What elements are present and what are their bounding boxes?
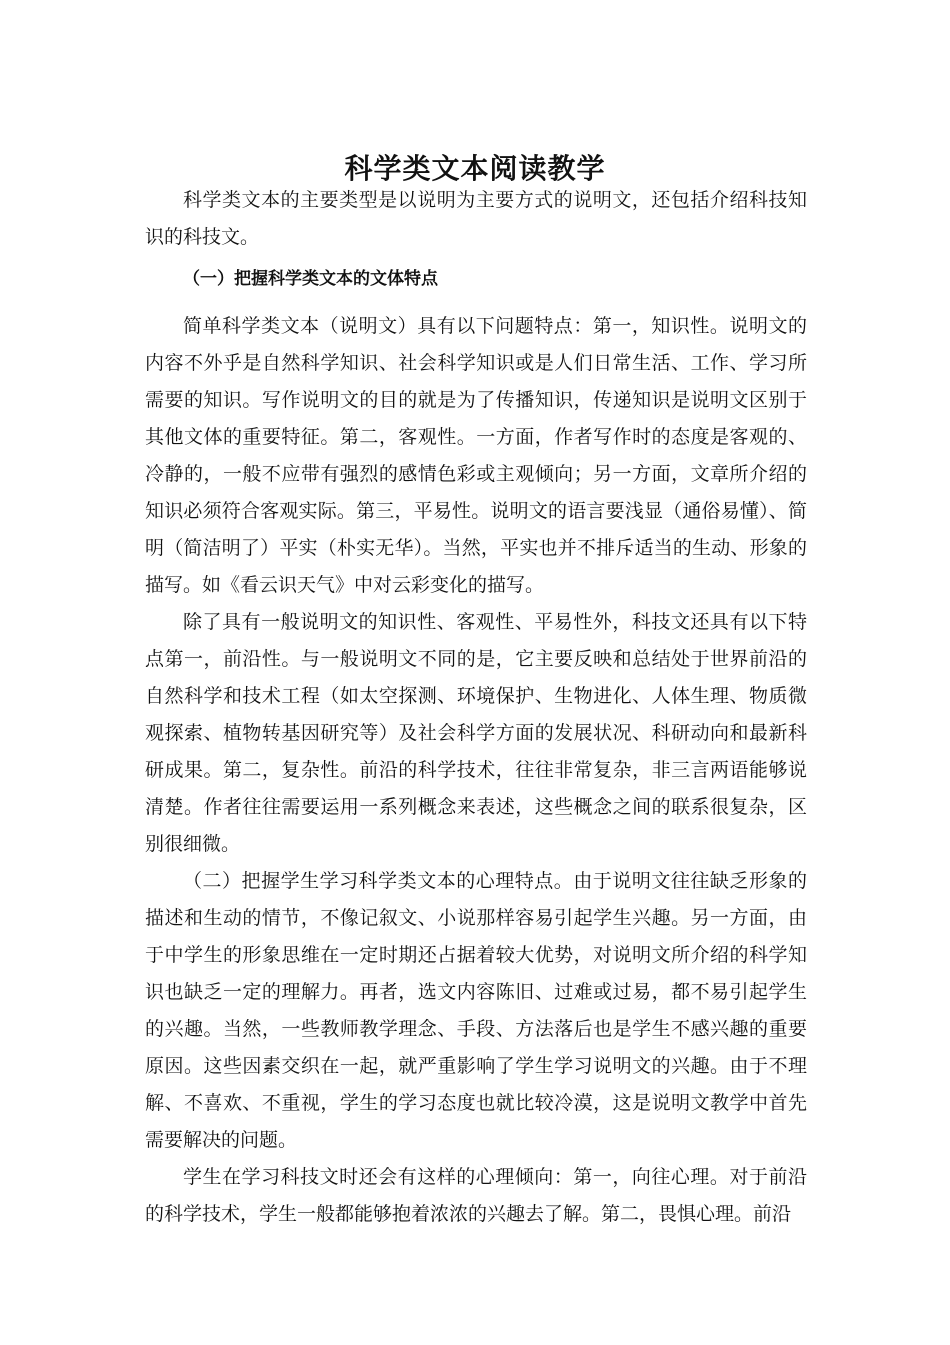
- paragraph-student-tendency: 学生在学习科技文时还会有这样的心理倾向：第一，向往心理。对于前沿的科学技术，学生一般都能够抱着浓浓的兴趣去了解。第二，畏惧心理。前沿: [145, 1166, 807, 1225]
- document-body: [145, 182, 807, 1233]
- section-heading: （一）把握科学类文本的文体特点: [183, 269, 438, 289]
- paragraph-student-psychology: （二）把握学生学习科学类文本的心理特点。由于说明文往往缺乏形象的描述和生动的情节，不像记叙文、小说那样容易引起学生兴趣。另一方面，由于中学生的形象思维在一定时期还占据着较大优势，对说明文所介绍的科学知识也缺乏一定的理解力。再者，选文内容陈旧、过难或过易，都不易引起学生的兴趣。当然，一些教师教学理念、手段、方法落后也是学生不感兴趣的重要原因。这些因素交织在一起，就严重影响了学生学习说明文的兴趣。由于不理解、不喜欢、不重视，学生的学习态度也就比较冷漠，这是说明文教学中首先需要解决的问题。: [145, 870, 807, 1151]
- paragraph-characteristics: 简单科学类文本（说明文）具有以下问题特点：第一，知识性。说明文的内容不外乎是自然科学知识、社会科学知识或是人们日常生活、工作、学习所需要的知识。写作说明文的目的就是为了传播知识，传递知识是说明文区别于其他文体的重要特征。第二，客观性。一方面，作者写作时的态度是客观的、冷静的，一般不应带有强烈的感情色彩或主观倾向；另一方面，文章所介绍的知识必须符合客观实际。第三，平易性。说明文的语言要浅显（通俗易懂）、简明（简洁明了）平实（朴实无华）。当然，平实也并不排斥适当的生动、形象的描写。如《看云识天气》中对云彩变化的描写。: [145, 315, 807, 596]
- intro-paragraph: 科学类文本的主要类型是以说明为主要方式的说明文，还包括介绍科技知识的科技文。: [145, 189, 807, 248]
- paragraph-tech-features: 除了具有一般说明文的知识性、客观性、平易性外，科技文还具有以下特点第一，前沿性。与一般说明文不同的是，它主要反映和总结处于世界前沿的自然科学和技术工程（如太空探测、环境保护、生物进化、人体生理、物质微观探索、植物转基因研究等）及社会科学方面的发展状况、科研动向和最新科研成果。第二，复杂性。前沿的科学技术，往往非常复杂，非三言两语能够说清楚。作者往往需要运用一系列概念来表述，这些概念之间的联系很复杂，区别很细微。: [145, 611, 807, 855]
- document-title: 科学类文本阅读教学: [344, 151, 606, 185]
